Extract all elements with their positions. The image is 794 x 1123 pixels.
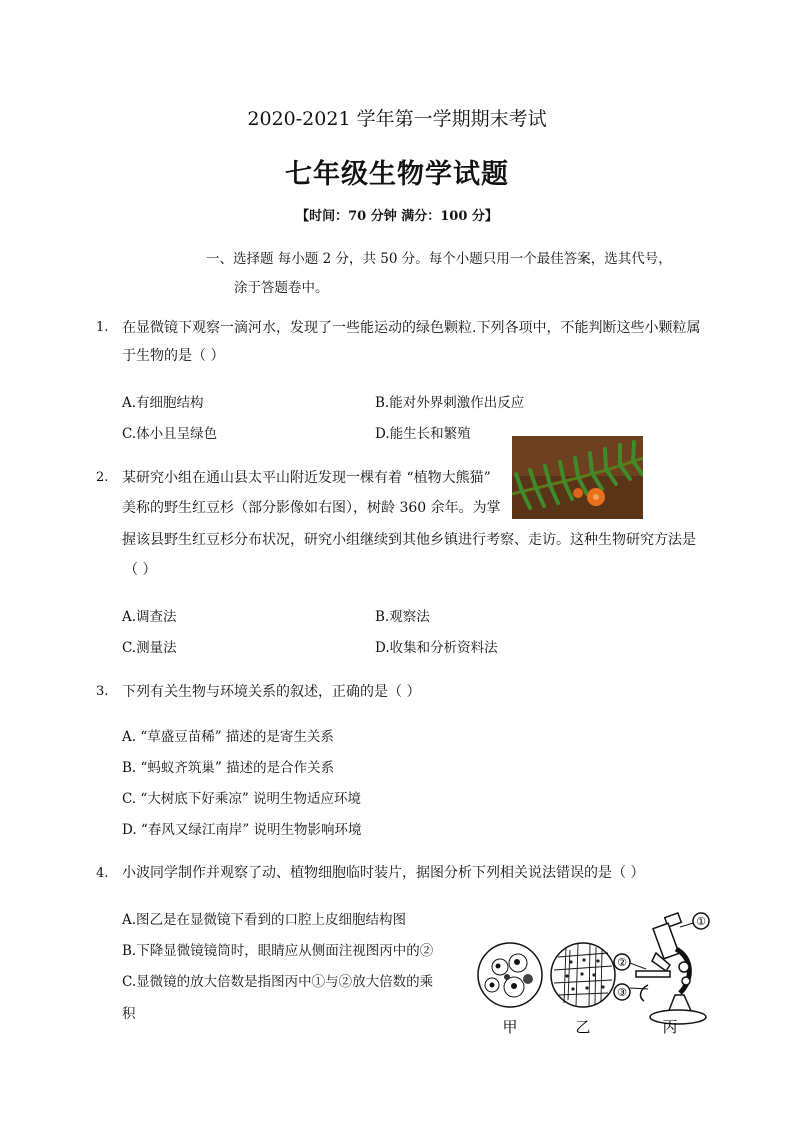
figure-jia-cells bbox=[478, 943, 542, 1007]
label-jia: 甲 bbox=[502, 1018, 518, 1036]
question-text-line: 在显微镜下观察一滴河水，发现了一些能运动的绿色颗粒.下列各项中，不能判断这些小颗粒属 bbox=[122, 320, 701, 336]
question-text-line: 某研究小组在通山县太平山附近发现一棵有着 “植物大熊猫” bbox=[122, 470, 491, 486]
option-c: C.体小且呈绿色 bbox=[122, 426, 218, 442]
option-c-continued: 积 bbox=[122, 1006, 136, 1022]
option-b: B. “蚂蚁齐筑巢” 描述的是合作关系 bbox=[122, 760, 335, 776]
option-b: B.下降显微镜镜筒时，眼睛应从侧面注视图丙中的② bbox=[122, 943, 434, 959]
marker-2: ② bbox=[617, 956, 627, 969]
option-c: C. “大树底下好乘凉” 说明生物适应环境 bbox=[122, 791, 362, 807]
question-text-line: （ ） bbox=[124, 562, 157, 578]
option-c: C.显微镜的放大倍数是指图丙中①与②放大倍数的乘 bbox=[122, 974, 434, 990]
subject-title: 七年级生物学试题 bbox=[285, 159, 509, 190]
option-b: B.观察法 bbox=[375, 609, 430, 625]
option-a: A.图乙是在显微镜下看到的口腔上皮细胞结构图 bbox=[122, 912, 407, 928]
option-d: D. “春风又绿江南岸” 说明生物影响环境 bbox=[122, 822, 362, 838]
figure-yi-cells bbox=[551, 943, 615, 1007]
yew-branch-photo bbox=[512, 436, 643, 519]
option-d: D.能生长和繁殖 bbox=[375, 426, 471, 442]
option-a: A. “草盛豆苗稀” 描述的是寄生关系 bbox=[122, 729, 334, 745]
question-text-line: 于生物的是（ ） bbox=[122, 348, 225, 364]
option-a: A.有细胞结构 bbox=[122, 395, 204, 411]
option-d: D.收集和分析资料法 bbox=[375, 640, 498, 656]
section-instructions-line2: 涂于答题卷中。 bbox=[234, 280, 329, 296]
question-text-line: 握该县野生红豆杉分布状况，研究小组继续到其他乡镇进行考察、走访。这种生物研究方法是 bbox=[122, 532, 696, 548]
question-number: 1. bbox=[96, 320, 109, 335]
cell-microscope-figures bbox=[470, 905, 720, 1040]
label-bing: 丙 bbox=[662, 1018, 678, 1036]
time-score-line: 【时间：70 分钟 满分：100 分】 bbox=[296, 209, 498, 224]
question-number: 4. bbox=[96, 866, 109, 881]
question-text-line: 下列有关生物与环境关系的叙述，正确的是（ ） bbox=[122, 684, 421, 700]
question-number: 2. bbox=[96, 470, 109, 485]
question-text-line: 小波同学制作并观察了动、植物细胞临时装片，据图分析下列相关说法错误的是（ ） bbox=[122, 865, 645, 881]
marker-3: ③ bbox=[617, 986, 627, 999]
label-yi: 乙 bbox=[575, 1018, 591, 1036]
question-number: 3. bbox=[96, 684, 109, 699]
section-instructions-line1: 一、选择题 每小题 2 分，共 50 分。每个小题只用一个最佳答案，选其代号， bbox=[206, 251, 672, 267]
exam-title: 2020-2021 学年第一学期期末考试 bbox=[247, 108, 547, 130]
marker-1: ① bbox=[696, 915, 706, 928]
question-text-line: 美称的野生红豆杉（部分影像如右图），树龄 360 余年。为掌 bbox=[122, 500, 501, 516]
figure-bing-microscope bbox=[614, 913, 709, 1024]
option-a: A.调查法 bbox=[122, 609, 177, 625]
option-c: C.测量法 bbox=[122, 640, 177, 656]
option-b: B.能对外界刺激作出反应 bbox=[375, 395, 525, 411]
